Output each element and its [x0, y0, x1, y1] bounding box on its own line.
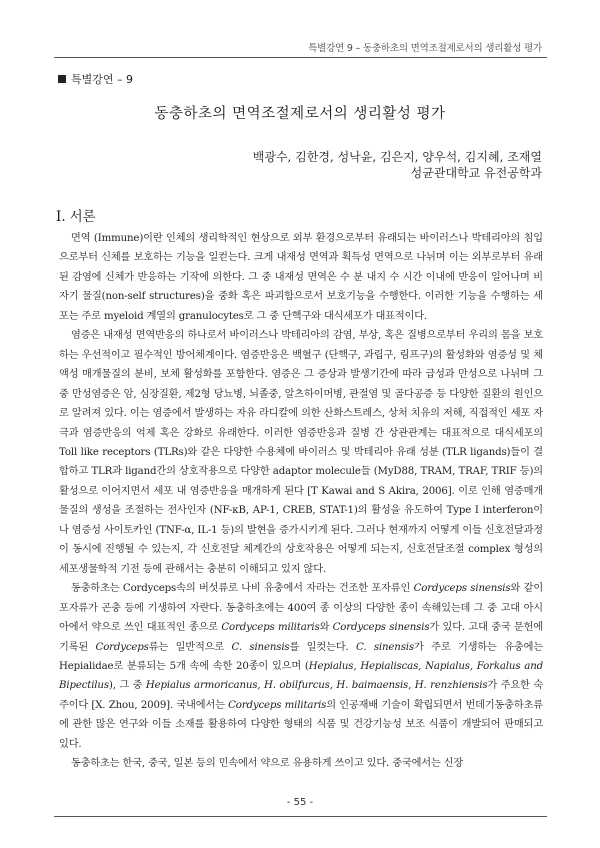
footer-rule: [54, 816, 547, 817]
italic-text: C. sinensis: [231, 641, 290, 653]
italic-text: Cordyceps sinensis: [413, 583, 511, 595]
text-run: 와 같이 포자류가 곤충 등에 기생하여 자란다. 동충하초에는 400여 종 이상의 다양한 종이 속해있는데 그 중 고대 아시아에서 약으로 쓰인 대표적인 종으로: [59, 583, 544, 634]
italic-text: Cordyceps militaris: [221, 622, 320, 634]
text-run: 와: [319, 622, 333, 634]
running-header: 특별강연 9 – 동충하초의 면역조절제로서의 생리활성 평가: [308, 43, 542, 54]
square-bullet-icon: [58, 75, 66, 83]
text-run: 동충하초는 한국, 중국, 일본 등의 민속에서 약으로 유용하게 쓰이고 있다. 중국에서는 신장: [71, 758, 464, 770]
text-run: 면역 (Immune)이란 인체의 생리학적인 현상으로 외부 환경으로부터 유래되는 바이러스나 박테리아의 침입으로부터 신체를 보호하는 기능을 일컫는다. 크게 내재성 면역과 획득성 면역으로 나뉘며 이는 외부로부터 유래된 감염에 신체가 반응하는 기작에 의한다. 그 중 내재성 면역은 수 분 내지 수 시간 이내에 반응이 일어나며 비자기 물질(non-self structures)을 중화 혹은 파괴함으로서 보호기능을 수행한다. 이러한 기능을 수행하는 세포는 주로 myeloid 계열의 granulocytes로 그 중 단핵구와 대식세포가 대표적이다.: [59, 233, 543, 322]
text-run: 가 주요한 숙주이다 [X. Zhou, 2009]. 국내에서는: [59, 680, 544, 711]
text-run: 를 일컷는다.: [289, 641, 356, 653]
page-number: - 55 -: [286, 797, 314, 808]
paper-title: 동충하초의 면역조절제로서의 생리활성 평가: [154, 106, 446, 122]
section-heading: [56, 205, 96, 225]
italic-text: Cordyceps: [95, 641, 149, 653]
text-run: 가 주로 기생하는 유충에는 Hepialidae로 분류되는 5개 속에 속한 20종이 있으며 (: [59, 641, 543, 672]
section-number: Ⅰ.: [56, 209, 66, 225]
affiliation: 성균관대학교 유전공학과: [410, 166, 542, 180]
italic-text: C. sinensis: [355, 641, 414, 653]
italic-text: Cordyceps sinensis: [332, 622, 430, 634]
text-run: 염증은 내재성 면역반응의 하나로서 바이러스나 박테리아의 감염, 부상, 혹은 질병으로부터 우리의 몸을 보호하는 우선적이고 필수적인 방어체계이다. 염증반응은 백혈구 (단핵구, 과립구, 림프구)의 활성화와 염증성 및 체액성 매개물질의 분비, 보체 활성화를 포함한다. 염증은 그 증상과 발생기간에 따라 급성과 만성으로 나뉘며 그중 만성염증은 암, 심장질환, 제2형 당뇨병, 뇌졸중, 알츠하이머병, 관절염 및 골다공증 등 다양한 질환의 원인으로 알려져 있다. 이는 염증에서 발생하는 자유 라디칼에 의한 산화스트레스, 상처 치유의 저해, 직접적인 세포 자극과 염증반응의 억제 혹은 강화로 유래한다. 이러한 염증반응과 질병 간 상관관계는 대표적으로 대식세포의 Toll like receptors (TLRs)와 같은 다양한 수용체에 바이러스 및 박테리아 유래 성분 (TLR ligands)들이 결합하고 TLR과 ligand간의 상호작용으로 다양한 adaptor molecule들 (MyD88, TRAM, TRAF, TRIF 등)의 활성으로 이어지면서 세포 내 염증반응을 매개하게 된다 [T Kawai and S Akira, 2006]. 이로 인해 염증매개물질의 생성을 조절하는 전사인자 (NF-κB, AP-1, CREB, STAT-1)의 활성을 유도하여 Type I interferon이나 염증성 사이토카인 (TNF-α, IL-1 등)의 발현을 증가시키게 된다. 그러나 현재까지 어떻게 이들 신호전달과정이 동시에 진행될 수 있는지, 각 신호전달 체계간의 상호작용은 어떻게 되는지, 신호전달조절 complex 형성의 세포생물학적 기전 등에 관해서는 충분히 이해되고 있지 않다.: [59, 330, 543, 575]
text-run: 의 인공재배 기술이 확립되면서 번데기동충하초류에 관한 많은 연구와 이들 소재를 활용하여 다양한 형태의 식품 및 건강기능성 보조 식품이 개발되어 판매되고 있다.: [59, 699, 543, 750]
header-rule: [54, 57, 547, 58]
italic-text: Cordyceps militaris: [228, 699, 327, 711]
italic-text: Hepialus, Hepialiscas, Napialus, Forkalus and Bipectilus: [59, 660, 543, 692]
paragraph: [59, 229, 543, 326]
session-label: [58, 71, 133, 87]
authors: 백광수, 김한경, 성낙윤, 김은지, 양우석, 김지혜, 조재열: [252, 150, 542, 164]
text-run: 동충하초는 Cordyceps속의 버섯류로 나비 유충에서 자라는 건조한 포자류인: [71, 583, 414, 595]
body-text: [59, 229, 543, 774]
paragraph: [59, 326, 543, 579]
text-run: 류는 일반적으로: [148, 641, 232, 653]
italic-text: Hepialus armoricanus, H. obilfurcus, H. baimaensis, H. renzhiensis: [145, 680, 488, 692]
text-run: ), 그 중: [108, 680, 146, 692]
text-run: 가 있다. 고대 중국 문헌에 기록된: [59, 622, 544, 653]
section-title: 서론: [69, 209, 96, 225]
paragraph: [59, 754, 543, 773]
session-label-text: 특별강연 – 9: [71, 73, 133, 86]
paragraph: [59, 579, 543, 754]
